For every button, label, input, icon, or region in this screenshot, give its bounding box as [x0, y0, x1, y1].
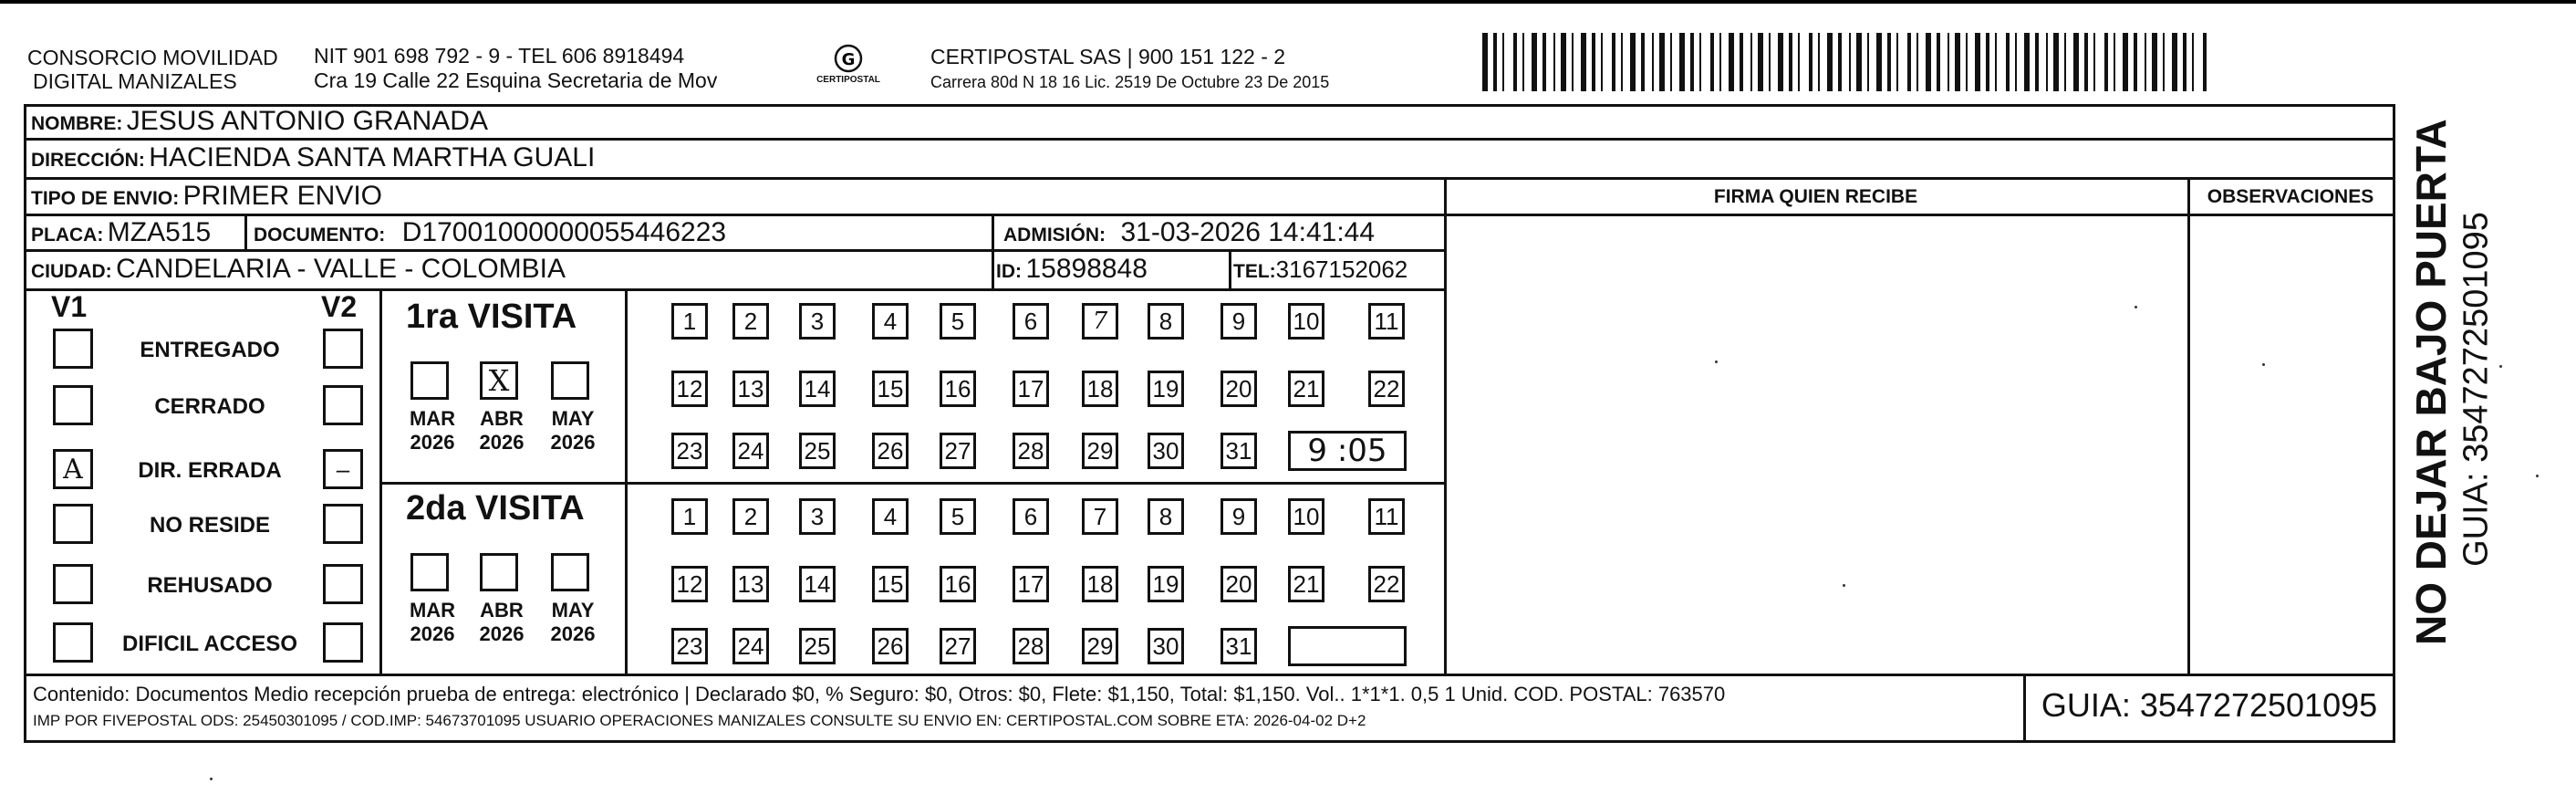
barcode-bar	[2006, 33, 2010, 91]
month-checkbox[interactable]	[480, 553, 518, 591]
placa-value: MZA515	[107, 217, 212, 247]
day-box-8[interactable]: 8	[1148, 498, 1184, 535]
rule	[2187, 177, 2190, 674]
company-line-2: DIGITAL MANIZALES	[33, 69, 237, 93]
v2-checkbox[interactable]	[323, 622, 363, 663]
tipo-envio-value: PRIMER ENVIO	[182, 181, 383, 211]
rule	[24, 104, 26, 743]
day-box-7[interactable]: 7	[1082, 498, 1118, 535]
v1-mark: A	[63, 453, 83, 486]
day-box-20[interactable]: 20	[1220, 371, 1257, 407]
month-checkbox[interactable]	[410, 553, 449, 591]
barcode-bar	[1798, 33, 1800, 91]
rule	[244, 214, 247, 250]
barcode	[1482, 33, 2212, 91]
day-box-13[interactable]: 13	[732, 566, 769, 602]
month-label	[405, 599, 460, 646]
barcode-bar	[1553, 33, 1555, 91]
day-box-6[interactable]: 6	[1013, 498, 1049, 535]
day-box-26[interactable]: 26	[872, 433, 909, 469]
status-option-label: CERRADO	[154, 394, 265, 419]
barcode-bar	[1778, 33, 1783, 91]
barcode-bar	[1581, 33, 1586, 91]
day-box-23[interactable]: 23	[671, 433, 708, 469]
rule	[1229, 249, 1231, 288]
status-option-label: ENTREGADO	[140, 338, 280, 362]
scan-speck	[2262, 363, 2265, 366]
month-label	[474, 407, 529, 454]
barcode-bar	[1561, 33, 1566, 91]
barcode-bar	[1710, 33, 1714, 91]
month-name: MAR	[409, 407, 456, 430]
barcode-bar	[1750, 33, 1752, 91]
carrier-info	[930, 44, 1329, 95]
certipostal-logo	[812, 40, 885, 95]
status-option-label: DIFICIL ACCESO	[121, 632, 297, 656]
placa-row	[31, 217, 211, 248]
barcode-bar	[2104, 33, 2108, 91]
v2-label: V2	[321, 290, 358, 323]
barcode-bar	[1838, 33, 1842, 91]
scan-speck	[2135, 306, 2137, 308]
nombre-value: JESUS ANTONIO GRANADA	[126, 106, 488, 136]
month-label	[545, 407, 600, 454]
nit-line-1: NIT 901 698 792 - 9 - TEL 606 8918494	[314, 44, 685, 68]
time-box[interactable]: 9 :05	[1288, 431, 1407, 471]
rule	[625, 288, 628, 674]
logo-text: CERTIPOSTAL	[816, 75, 880, 85]
second-visit-title: 2da VISITA	[406, 489, 585, 528]
placa-label: PLACA:	[31, 225, 104, 246]
barcode-bar	[2192, 33, 2194, 91]
rule	[24, 674, 2395, 676]
day-box-26[interactable]: 26	[872, 628, 909, 664]
day-box-5[interactable]: 5	[940, 303, 976, 340]
month-year: 2026	[410, 431, 455, 454]
day-box-31[interactable]: 31	[1220, 628, 1257, 664]
day-box-29[interactable]: 29	[1082, 628, 1118, 664]
barcode-bar	[2093, 33, 2095, 91]
tel-label: TEL:	[1233, 261, 1276, 282]
day-box-20[interactable]: 20	[1220, 566, 1257, 602]
barcode-graphic	[1482, 33, 2212, 91]
day-box-16[interactable]: 16	[940, 566, 976, 602]
barcode-bar	[1948, 33, 1949, 91]
documento-value: D17001000000055446223	[401, 217, 727, 247]
barcode-bar	[1896, 33, 1898, 91]
day-box-12[interactable]: 12	[671, 371, 708, 407]
barcode-bar	[1849, 33, 1851, 91]
day-box-25[interactable]: 25	[799, 433, 836, 469]
v2-checkbox[interactable]	[323, 564, 363, 604]
day-box-9[interactable]: 9	[1220, 498, 1257, 535]
direccion-label: DIRECCIÓN:	[31, 150, 145, 171]
rule	[2023, 674, 2026, 740]
rule	[24, 288, 1447, 291]
day-box-30[interactable]: 30	[1148, 628, 1184, 664]
barcode-bar	[1758, 33, 1763, 91]
no-dejar-text: NO DEJAR BAJO PUERTA	[2407, 119, 2455, 645]
barcode-bar	[1670, 33, 1672, 91]
company-name	[27, 46, 278, 93]
barcode-bar	[2073, 33, 2079, 91]
month-checkbox[interactable]	[551, 553, 589, 591]
barcode-bar	[1502, 33, 1504, 91]
month-name: MAY	[551, 407, 595, 430]
barcode-bar	[1995, 33, 1997, 91]
month-checkbox[interactable]	[410, 361, 449, 400]
rule	[992, 214, 994, 288]
barcode-bar	[1769, 33, 1771, 91]
month-name: ABR	[480, 407, 524, 430]
first-visit-title: 1ra VISITA	[406, 298, 577, 336]
direccion-row	[31, 142, 595, 173]
day-box-21[interactable]: 21	[1288, 371, 1324, 407]
company-line-1: CONSORCIO MOVILIDAD	[27, 46, 278, 69]
barcode-bar	[1975, 33, 1980, 91]
documento-row	[254, 217, 726, 248]
barcode-bar	[2123, 33, 2128, 91]
day-box-28[interactable]: 28	[1013, 433, 1049, 469]
day-box-19[interactable]: 19	[1148, 371, 1184, 407]
status-option-label: NO RESIDE	[149, 513, 271, 538]
day-box-11[interactable]: 11	[1368, 498, 1405, 535]
month-name: MAY	[551, 599, 595, 622]
barcode-bar	[1493, 33, 1497, 91]
rule	[24, 249, 1447, 252]
barcode-bar	[1789, 33, 1792, 91]
month-year: 2026	[410, 622, 455, 645]
observaciones-label: OBSERVACIONES	[2207, 186, 2374, 207]
logo-icon	[812, 40, 885, 95]
tel-value: 3167152062	[1275, 256, 1408, 283]
barcode-bar	[2114, 33, 2115, 91]
barcode-bar	[1818, 33, 1820, 91]
v2-mark: –	[336, 454, 350, 483]
carrier-line-1: CERTIPOSTAL SAS | 900 151 122 - 2	[930, 45, 1286, 68]
v1-label: V1	[51, 290, 88, 323]
barcode-bar	[1926, 33, 1931, 91]
status-option-label: DIR. ERRADA	[138, 458, 282, 483]
barcode-bar	[1907, 33, 1911, 91]
barcode-bar	[2145, 33, 2146, 91]
barcode-bar	[1532, 33, 1537, 91]
v1-checkbox[interactable]	[53, 504, 93, 544]
day-box-12[interactable]: 12	[671, 566, 708, 602]
day-box-22[interactable]: 22	[1368, 371, 1405, 407]
status-option-label: REHUSADO	[147, 573, 273, 598]
tipo-envio-label: TIPO DE ENVIO:	[31, 188, 180, 209]
day-box-1[interactable]: 1	[671, 303, 708, 340]
barcode-bar	[1522, 33, 1524, 91]
day-box-28[interactable]: 28	[1013, 628, 1049, 664]
day-box-10[interactable]: 10	[1288, 498, 1324, 535]
scan-speck	[210, 778, 213, 780]
barcode-bar	[1513, 33, 1517, 91]
day-box-18[interactable]: 18	[1082, 371, 1118, 407]
barcode-bar	[2053, 33, 2059, 91]
day-box-15[interactable]: 15	[872, 371, 909, 407]
rule	[24, 740, 2395, 743]
svg-text:G: G	[841, 50, 856, 69]
v2-checkbox[interactable]	[323, 449, 363, 489]
barcode-bar	[1827, 33, 1833, 91]
barcode-bar	[2064, 33, 2066, 91]
barcode-bar	[1690, 33, 1694, 91]
rule	[1444, 214, 2395, 216]
day-box-22[interactable]: 22	[1368, 566, 1405, 602]
rule	[24, 177, 2395, 180]
company-nit	[314, 44, 717, 93]
admision-value: 31-03-2026 14:41:44	[1120, 217, 1376, 247]
nombre-label: NOMBRE:	[31, 113, 123, 134]
day-box-6[interactable]: 6	[1013, 303, 1049, 340]
day-box-9[interactable]: 9	[1220, 303, 1257, 340]
day-box-7[interactable]: 7	[1082, 303, 1118, 340]
barcode-bar	[2183, 33, 2186, 91]
barcode-bar	[2203, 33, 2207, 91]
imp-line: IMP POR FIVEPOSTAL ODS: 25450301095 / COD.IMP: 54673701095 USUARIO OPERACIONES MANIZALES CONSULTE SU ENVIO EN: CERTIPOSTAL.COM SOBRE ETA: 2026-04-02 D+2	[33, 712, 1366, 729]
barcode-bar	[1601, 33, 1603, 91]
scan-edge	[0, 0, 2576, 4]
day-box-11[interactable]: 11	[1368, 303, 1405, 340]
barcode-bar	[1592, 33, 1595, 91]
id-label: ID:	[996, 261, 1022, 282]
day-box-8[interactable]: 8	[1148, 303, 1184, 340]
barcode-bar	[2134, 33, 2137, 91]
nombre-row	[31, 106, 488, 137]
barcode-bar	[1482, 33, 1488, 91]
scan-speck	[2536, 475, 2539, 477]
barcode-bar	[1867, 33, 1869, 91]
day-box-2[interactable]: 2	[732, 498, 769, 535]
barcode-bar	[2172, 33, 2177, 91]
barcode-bar	[1740, 33, 1743, 91]
day-box-30[interactable]: 30	[1148, 433, 1184, 469]
side-guia-text: GUIA: 3547272501095	[2457, 212, 2496, 567]
rule	[2393, 104, 2395, 743]
day-box-25[interactable]: 25	[799, 628, 836, 664]
barcode-bar	[1699, 33, 1701, 91]
direccion-value: HACIENDA SANTA MARTHA GUALI	[149, 142, 596, 172]
barcode-bar	[2152, 33, 2157, 91]
day-box-16[interactable]: 16	[940, 371, 976, 407]
admision-row	[1003, 217, 1375, 248]
day-box-10[interactable]: 10	[1288, 303, 1324, 340]
barcode-bar	[1966, 33, 1968, 91]
scan-speck	[1715, 360, 1718, 363]
ciudad-value: CANDELARIA - VALLE - COLOMBIA	[116, 254, 566, 284]
tel-row	[1233, 256, 1407, 284]
v1-checkbox[interactable]	[53, 622, 93, 663]
month-label	[474, 599, 529, 646]
month-label	[545, 599, 600, 646]
barcode-bar	[1729, 33, 1734, 91]
day-box-19[interactable]: 19	[1148, 566, 1184, 602]
day-box-2[interactable]: 2	[732, 303, 769, 340]
day-box-24[interactable]: 24	[732, 628, 769, 664]
month-name: ABR	[480, 599, 524, 622]
barcode-bar	[1612, 33, 1615, 91]
barcode-bar	[2046, 33, 2048, 91]
barcode-bar	[1937, 33, 1940, 91]
v2-checkbox[interactable]	[323, 385, 363, 425]
barcode-bar	[1955, 33, 1960, 91]
v1-checkbox[interactable]	[53, 564, 93, 604]
documento-label: DOCUMENTO:	[254, 225, 386, 246]
day-box-14[interactable]: 14	[799, 371, 836, 407]
day-box-17[interactable]: 17	[1013, 371, 1049, 407]
day-box-3[interactable]: 3	[799, 498, 836, 535]
id-row	[996, 254, 1148, 285]
side-guia	[2454, 137, 2499, 648]
barcode-bar	[1887, 33, 1891, 91]
day-box-21[interactable]: 21	[1288, 566, 1324, 602]
day-box-24[interactable]: 24	[732, 433, 769, 469]
barcode-bar	[2084, 33, 2088, 91]
barcode-bar	[2035, 33, 2039, 91]
day-box-29[interactable]: 29	[1082, 433, 1118, 469]
content-line: Contenido: Documentos Medio recepción prueba de entrega: electrónico | Declarado $0, % Seguro: $0, Otros: $0, Flete: $1,150, Total: $1,150. Vol.. 1*1*1. 0,5 1 Unid. COD. POSTAL: 763570	[33, 683, 1726, 705]
barcode-bar	[1809, 33, 1813, 91]
day-box-17[interactable]: 17	[1013, 566, 1049, 602]
v1-checkbox[interactable]	[53, 449, 93, 489]
v1-checkbox[interactable]	[53, 329, 93, 369]
month-checkbox[interactable]	[551, 361, 589, 400]
month-year: 2026	[550, 431, 596, 454]
scan-speck	[2499, 365, 2502, 368]
rule	[24, 138, 2395, 141]
firma-label: FIRMA QUIEN RECIBE	[1713, 186, 1918, 207]
barcode-bar	[1679, 33, 1685, 91]
barcode-bar	[1652, 33, 1654, 91]
barcode-bar	[1986, 33, 1989, 91]
carrier-line-2: Carrera 80d N 18 16 Lic. 2519 De Octubre 23 De 2015	[930, 73, 1330, 91]
day-box-3[interactable]: 3	[799, 303, 836, 340]
barcode-bar	[1630, 33, 1636, 91]
day-box-27[interactable]: 27	[940, 628, 976, 664]
v1-checkbox[interactable]	[53, 385, 93, 425]
rule	[1444, 177, 1447, 674]
month-mark: X	[488, 363, 510, 398]
barcode-bar	[1542, 33, 1546, 91]
month-year: 2026	[479, 431, 525, 454]
barcode-bar	[1856, 33, 1862, 91]
ciudad-label: CIUDAD:	[31, 261, 112, 282]
barcode-bar	[1719, 33, 1721, 91]
id-value: 15898848	[1025, 254, 1148, 284]
day-box-4[interactable]: 4	[872, 498, 909, 535]
barcode-bar	[2015, 33, 2017, 91]
barcode-bar	[1572, 33, 1574, 91]
guia-box: GUIA: 3547272501095	[2041, 686, 2378, 724]
day-box-27[interactable]: 27	[940, 433, 976, 469]
barcode-bar	[2024, 33, 2030, 91]
barcode-bar	[2163, 33, 2165, 91]
barcode-bar	[1876, 33, 1882, 91]
month-label	[405, 407, 460, 454]
v2-checkbox[interactable]	[323, 329, 363, 369]
day-box-31[interactable]: 31	[1220, 433, 1257, 469]
month-year: 2026	[550, 622, 596, 645]
day-box-13[interactable]: 13	[732, 371, 769, 407]
day-box-15[interactable]: 15	[872, 566, 909, 602]
admision-label: ADMISIÓN:	[1003, 225, 1106, 246]
time-box[interactable]	[1288, 626, 1407, 666]
ciudad-row	[31, 254, 566, 285]
v2-checkbox[interactable]	[323, 504, 363, 544]
rule	[379, 482, 1445, 485]
day-box-23[interactable]: 23	[671, 628, 708, 664]
barcode-bar	[1641, 33, 1645, 91]
day-box-5[interactable]: 5	[940, 498, 976, 535]
day-box-1[interactable]: 1	[671, 498, 708, 535]
barcode-bar	[1659, 33, 1665, 91]
day-box-14[interactable]: 14	[799, 566, 836, 602]
scan-speck	[1843, 584, 1845, 587]
month-checkbox[interactable]	[480, 361, 518, 400]
rule	[379, 288, 382, 674]
nit-line-2: Cra 19 Calle 22 Esquina Secretaria de Mov	[314, 68, 718, 92]
day-box-18[interactable]: 18	[1082, 566, 1118, 602]
month-name: MAR	[409, 599, 456, 622]
month-year: 2026	[479, 622, 525, 645]
day-box-4[interactable]: 4	[872, 303, 909, 340]
tipo-envio-row	[31, 181, 382, 212]
barcode-bar	[1916, 33, 1918, 91]
barcode-bar	[1621, 33, 1623, 91]
